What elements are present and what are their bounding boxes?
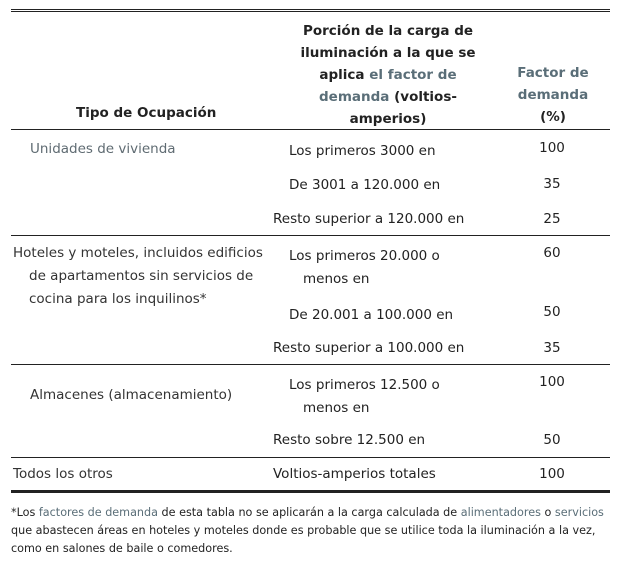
row-divider: [11, 364, 610, 365]
header-load-portion-line: amperios): [349, 111, 427, 127]
category-warehouses: Almacenes (almacenamiento): [30, 387, 233, 403]
portion-cell: Resto sobre 12.500 en: [273, 432, 426, 448]
header-percent: (%): [540, 109, 566, 125]
factor-cell: 25: [543, 211, 561, 227]
footnote-line: como en salones de baile o comedores.: [11, 542, 233, 555]
header-demand-factor: [513, 62, 593, 128]
category-dwelling-units: Unidades de vivienda: [30, 141, 176, 157]
header-text: aplica: [319, 67, 365, 83]
category-line: de apartamentos sin servicios de: [29, 268, 254, 284]
header-load-portion-line: [290, 64, 486, 86]
demand-link[interactable]: demanda: [319, 89, 390, 105]
feeders-link[interactable]: alimentadores: [460, 506, 541, 519]
portion-line: menos en: [303, 400, 370, 416]
footnote-text: de esta tabla no se aplicarán a la carga calculada de: [157, 506, 461, 519]
factor-cell: 35: [543, 176, 561, 192]
factor-cell: 100: [539, 466, 565, 482]
footnote-text: o: [540, 506, 555, 519]
category-all-others: Todos los otros: [13, 466, 113, 482]
factor-cell: 100: [539, 140, 565, 156]
portion-cell: Los primeros 3000 en: [289, 143, 436, 159]
demand-factor-link[interactable]: el factor de: [364, 67, 457, 83]
header-load-portion-line: [290, 86, 486, 108]
header-load-portion-line: iluminación a la que se: [300, 45, 476, 61]
portion-cell: [289, 245, 440, 291]
footnote-text: *Los: [11, 506, 39, 519]
demand-link[interactable]: demanda: [517, 87, 589, 103]
demand-factors-link[interactable]: factores de demanda: [38, 506, 158, 519]
factor-cell: 35: [543, 340, 561, 356]
factor-cell: 100: [539, 374, 565, 390]
portion-cell: Voltios-amperios totales: [273, 466, 436, 482]
factor-link[interactable]: Factor de: [517, 65, 589, 81]
header-divider: [11, 129, 610, 130]
footnote-line: [11, 504, 611, 522]
portion-cell: [289, 374, 440, 420]
header-text: (voltios-: [389, 89, 457, 105]
header-load-portion-line: Porción de la carga de: [302, 23, 474, 39]
portion-cell: De 3001 a 120.000 en: [289, 177, 441, 193]
category-line: Hoteles y moteles, incluidos edificios: [13, 245, 263, 261]
row-divider: [11, 235, 610, 236]
portion-cell: De 20.001 a 100.000 en: [289, 307, 454, 323]
table-top-rule: [11, 9, 610, 12]
header-load-portion: [290, 20, 486, 130]
footnote-line: que abastecen áreas en hoteles y moteles donde es probable que se utilice toda la iluminación a la vez,: [11, 524, 596, 537]
portion-line: Los primeros 20.000 o: [289, 248, 440, 264]
portion-cell: Resto superior a 100.000 en: [273, 340, 465, 356]
table-bottom-rule: [11, 490, 610, 493]
portion-line: menos en: [303, 271, 370, 287]
factor-cell: 60: [543, 245, 561, 261]
category-line: cocina para los inquilinos*: [29, 291, 207, 307]
portion-line: Los primeros 12.500 o: [289, 377, 440, 393]
row-divider: [11, 457, 610, 458]
factor-cell: 50: [543, 304, 561, 320]
factor-cell: 50: [543, 432, 561, 448]
portion-cell: Resto superior a 120.000 en: [273, 211, 465, 227]
table-footnote: [11, 504, 611, 558]
services-link[interactable]: servicios: [554, 506, 604, 519]
header-occupancy-type: Tipo de Ocupación: [76, 105, 217, 121]
category-hotels: [13, 242, 263, 311]
